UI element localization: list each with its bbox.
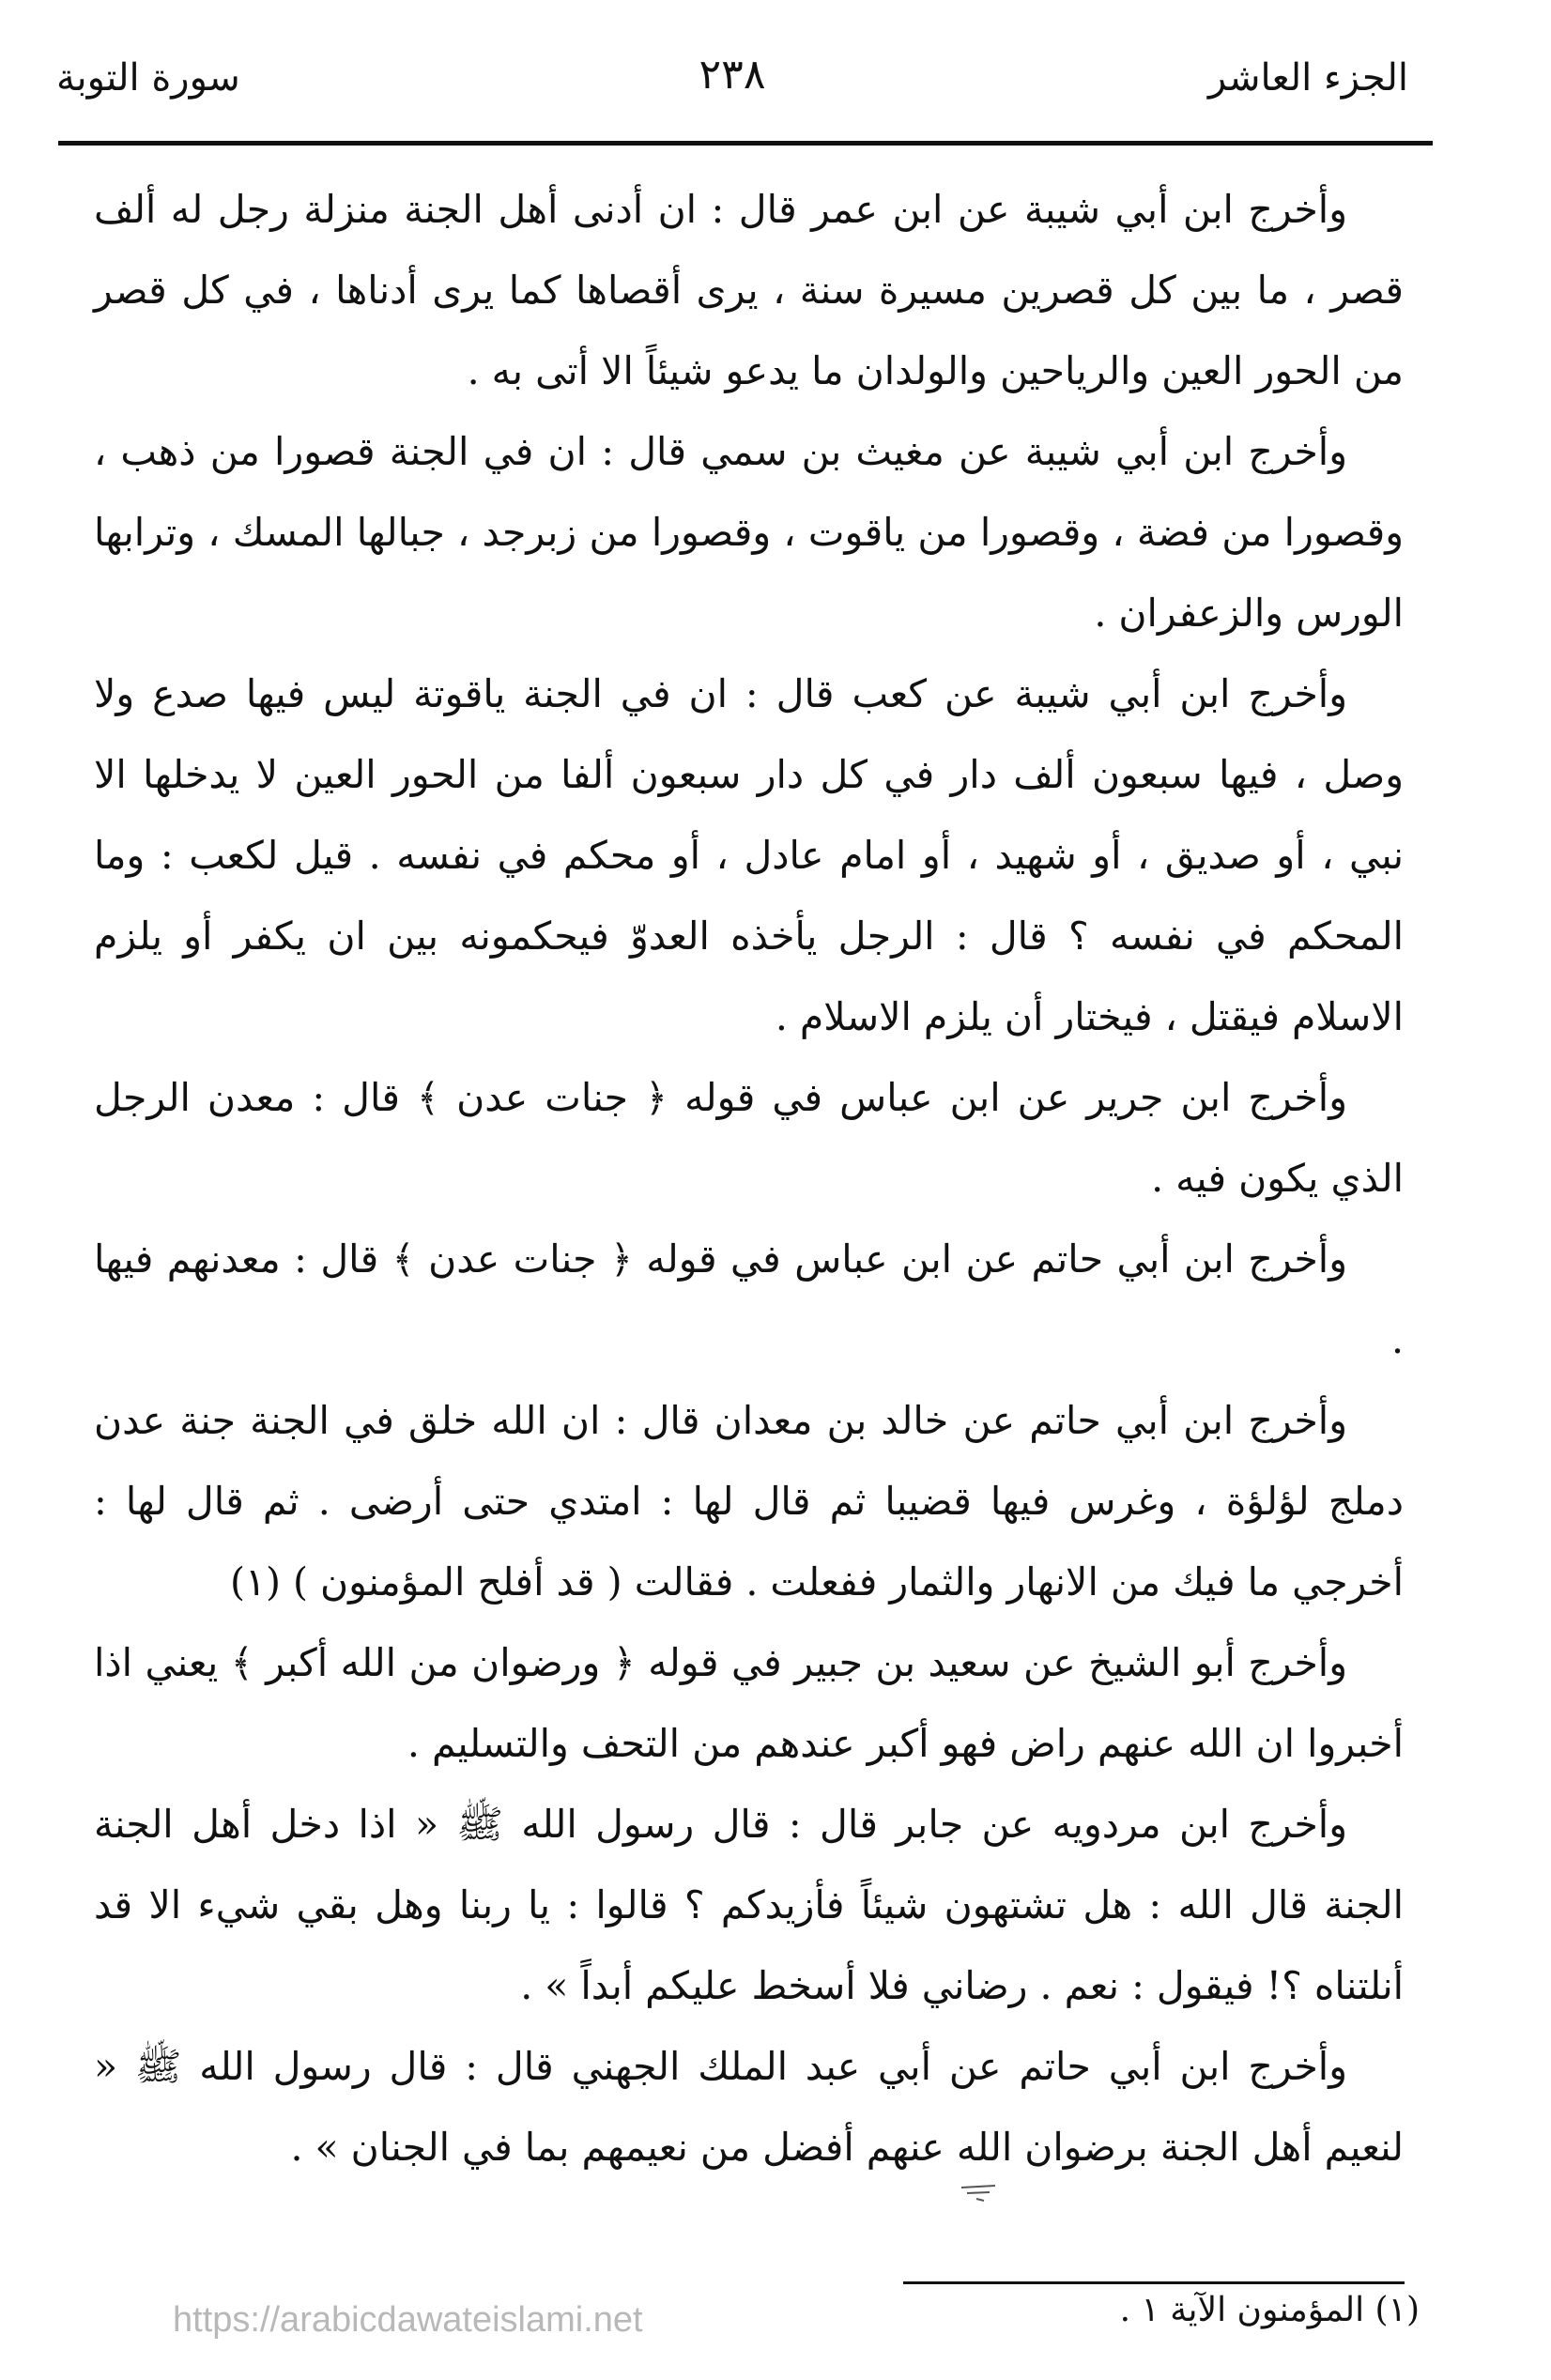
- paragraph: وأخرج ابن جرير عن ابن عباس في قوله ﴿ جنات عدن ﴾ قال : معدن الرجل الذي يكون فيه .: [94, 1075, 1404, 1201]
- paragraph: وأخرج ابن أبي حاتم عن ابن عباس في قوله ﴿ جنات عدن ﴾ قال : معدنهم فيها .: [94, 1236, 1404, 1362]
- paragraph: وأخرج أبو الشيخ عن سعيد بن جبير في قوله ﴿ ورضوان من الله أكبر ﴾ يعني اذا أخبروا ان الله عنهم راض فهو أكبر عندهم من التحف والتسليم .: [94, 1640, 1404, 1766]
- page-header: [56, 38, 1408, 113]
- paragraph: وأخرج ابن أبي شيبة عن ابن عمر قال : ان أدنى أهل الجنة منزلة رجل له ألف قصر ، ما بين كل قصرين مسيرة سنة ، يرى أقصاها كما يرى أدناها ، في كل قصر من الحور العين والرياحين والولدان ما يدعو شيئاً الا أتى به .: [94, 187, 1404, 393]
- header-surah-title: سورة التوبة: [56, 56, 240, 100]
- paragraph: وأخرج ابن أبي شيبة عن مغيث بن سمي قال : ان في الجنة قصورا من ذهب ، وقصورا من فضة ، وقصورا من ياقوت ، وقصورا من زبرجد ، جبالها المسك ، وترابها الورس والزعفران .: [94, 429, 1404, 636]
- watermark-url: https://arabicdawateislami.net: [173, 2300, 643, 2340]
- main-text: [94, 169, 1404, 2188]
- paragraph: وأخرج ابن مردويه عن جابر قال : قال رسول الله ﷺ « اذا دخل أهل الجنة الجنة قال الله : هل تشتهون شيئاً فأزيدكم ؟ قالوا : يا ربنا وهل بقي شيء الا قد أنلتناه ؟! فيقول : نعم . رضاني فلا أسخط عليكم أبداً » .: [94, 1802, 1404, 2008]
- paragraph: وأخرج ابن أبي شيبة عن كعب قال : ان في الجنة ياقوتة ليس فيها صدع ولا وصل ، فيها سبعون ألف دار في كل دار سبعون ألفا من الحور العين لا يدخلها الا نبي ، أو صديق ، أو شهيد ، أو امام عادل ، أو محكم في نفسه . قيل لكعب : وما المحكم في نفسه ؟ قال : الرجل يأخذه العدوّ فيحكمونه بين ان يكفر أو يلزم الاسلام فيقتل ، فيختار أن يلزم الاسلام .: [94, 671, 1404, 1039]
- footnote-divider: [903, 2281, 1405, 2284]
- header-divider: [58, 141, 1433, 146]
- footnote: (١) المؤمنون الآية ١ .: [1119, 2291, 1420, 2329]
- ink-smudge: [958, 2178, 1014, 2206]
- page-number: ٢٣٨: [699, 51, 766, 99]
- paragraph: وأخرج ابن أبي حاتم عن أبي عبد الملك الجهني قال : قال رسول الله ﷺ « لنعيم أهل الجنة برضوان الله عنهم أفضل من نعيمهم بما في الجنان » .: [94, 2044, 1404, 2170]
- header-part-title: الجزء العاشر: [1207, 56, 1408, 100]
- paragraph: وأخرج ابن أبي حاتم عن خالد بن معدان قال : ان الله خلق في الجنة جنة عدن دملج لؤلؤة ، وغرس فيها قضيبا ثم قال لها : امتدي حتى أرضى . ثم قال لها : أخرجي ما فيك من الانهار والثمار ففعلت . فقالت ( قد أفلح المؤمنون ) (١): [94, 1398, 1404, 1605]
